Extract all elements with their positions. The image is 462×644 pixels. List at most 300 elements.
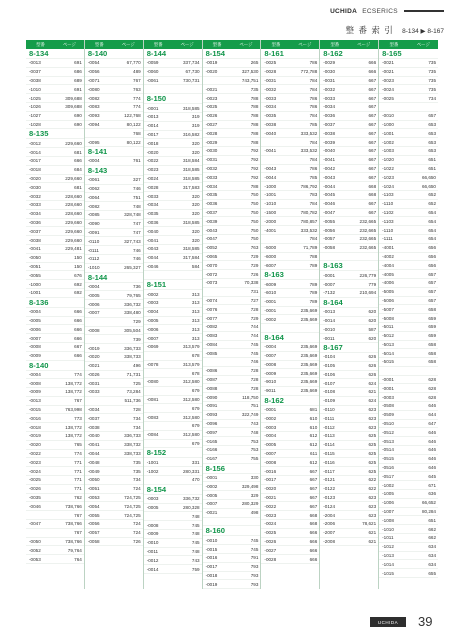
index-row bbox=[144, 263, 202, 272]
row-code: -0009 bbox=[264, 370, 277, 376]
group-heading-label: 8-163 bbox=[323, 261, 343, 271]
row-page: 748 bbox=[250, 429, 259, 435]
row-code: -0073 bbox=[205, 280, 218, 286]
row-code: -0024 bbox=[382, 86, 394, 92]
index-row bbox=[85, 202, 143, 211]
row-code: -0047 bbox=[323, 209, 336, 215]
group-heading-label: 8-143 bbox=[87, 165, 108, 175]
row-page: 662 bbox=[428, 526, 436, 532]
index-row bbox=[26, 77, 84, 86]
row-code: -0009 bbox=[29, 389, 41, 395]
row-page: 681 bbox=[74, 184, 82, 190]
row-page: 658 bbox=[428, 306, 436, 312]
row-code: -0036 bbox=[205, 201, 218, 207]
row-page: 767 bbox=[74, 530, 82, 536]
row-page: 235,669 bbox=[300, 388, 318, 394]
row-page: 79,764 bbox=[67, 547, 82, 553]
index-row bbox=[261, 555, 319, 564]
index-row bbox=[203, 367, 261, 376]
row-page: 667 bbox=[74, 344, 82, 350]
brand-rule bbox=[404, 10, 444, 12]
row-page: 789 bbox=[309, 299, 318, 305]
index-row bbox=[261, 432, 319, 441]
index-row bbox=[261, 165, 319, 174]
row-code: -1022 bbox=[382, 165, 394, 171]
index-row bbox=[379, 490, 438, 499]
index-row bbox=[144, 219, 202, 228]
index-row bbox=[379, 112, 438, 121]
row-page: 734 bbox=[133, 477, 141, 483]
row-code: -0014 bbox=[146, 123, 159, 129]
row-code: -0014 bbox=[146, 566, 159, 572]
row-code: -0040 bbox=[146, 228, 159, 234]
row-page: 789 bbox=[309, 290, 318, 296]
index-row bbox=[85, 520, 143, 529]
row-code: -0082 bbox=[205, 324, 218, 330]
row-page: 750 bbox=[250, 218, 259, 224]
row-page: 786,792 bbox=[300, 183, 318, 189]
row-code: -0082 bbox=[87, 203, 100, 209]
row-page: 763 bbox=[133, 86, 141, 92]
index-row bbox=[26, 68, 84, 77]
row-page: 762 bbox=[74, 495, 82, 501]
row-code: -0021 bbox=[382, 60, 394, 66]
row-code: -0045 bbox=[323, 192, 336, 198]
row-page: 793 bbox=[250, 573, 259, 579]
row-page: 689 bbox=[74, 77, 82, 83]
index-row bbox=[144, 254, 202, 263]
index-column bbox=[26, 40, 85, 589]
row-page: 652 bbox=[428, 201, 436, 207]
row-page: 138,772 bbox=[65, 424, 82, 430]
index-row bbox=[203, 491, 261, 500]
row-code: -0004 bbox=[29, 371, 41, 377]
row-code: -0094 bbox=[87, 121, 100, 127]
row-code: -1001 bbox=[382, 130, 394, 136]
row-page: 320 bbox=[191, 237, 200, 243]
index-row bbox=[320, 379, 378, 388]
row-code: -0007 bbox=[205, 501, 218, 507]
row-page: 692 bbox=[74, 290, 82, 296]
index-row bbox=[379, 182, 438, 191]
row-code: -0037 bbox=[323, 121, 336, 127]
row-code: -0001 bbox=[323, 272, 336, 278]
row-page: 66,652 bbox=[421, 500, 436, 506]
row-code: -0069 bbox=[146, 344, 159, 350]
row-page: 232,665 bbox=[359, 218, 377, 224]
row-page: 691 bbox=[74, 86, 82, 92]
row-code: -0111 bbox=[323, 415, 335, 421]
index-row bbox=[379, 191, 438, 200]
index-row bbox=[144, 369, 202, 378]
row-page: 654 bbox=[428, 227, 436, 233]
row-code: -0016 bbox=[264, 468, 277, 474]
row-page: 329 bbox=[250, 492, 259, 498]
row-code: -0093 bbox=[87, 113, 100, 119]
row-code: -0083 bbox=[87, 104, 100, 110]
row-page: 318,585 bbox=[182, 246, 200, 252]
row-code: -0062 bbox=[87, 185, 100, 191]
row-page: 666 bbox=[74, 158, 82, 164]
index-row bbox=[203, 358, 261, 367]
row-code: -0038 bbox=[323, 130, 336, 136]
row-code: -0071 bbox=[87, 77, 100, 83]
row-page: 667 bbox=[368, 86, 377, 92]
index-row bbox=[379, 121, 438, 130]
row-code: -0007 bbox=[87, 310, 100, 316]
row-code: -0115 bbox=[323, 451, 335, 457]
row-code: -0041 bbox=[87, 442, 100, 448]
column-header-code: 型番 bbox=[153, 41, 163, 47]
index-row bbox=[261, 68, 319, 77]
row-page: 784 bbox=[309, 236, 318, 242]
row-page: 771 bbox=[74, 477, 82, 483]
index-row bbox=[379, 481, 438, 490]
row-code: -1007 bbox=[382, 509, 394, 515]
index-row bbox=[379, 349, 438, 358]
row-code: -6000 bbox=[264, 253, 277, 259]
row-page: 748 bbox=[133, 203, 141, 209]
index-row bbox=[320, 325, 378, 334]
row-code: -0006 bbox=[87, 301, 100, 307]
row-page: 734 bbox=[428, 95, 436, 101]
row-code: -0022 bbox=[29, 451, 41, 457]
row-page: 634 bbox=[428, 544, 436, 550]
index-row bbox=[320, 59, 378, 68]
row-page: 667 bbox=[368, 174, 377, 180]
row-page: 235,669 bbox=[300, 316, 318, 322]
index-row bbox=[379, 552, 438, 561]
index-row bbox=[261, 85, 319, 94]
row-code: -0038 bbox=[29, 77, 41, 83]
row-code: -0048 bbox=[87, 459, 100, 465]
row-code: -0022 bbox=[146, 158, 159, 164]
row-page: 735 bbox=[133, 459, 141, 465]
group-heading bbox=[261, 270, 319, 280]
row-code: -0023 bbox=[29, 459, 41, 465]
row-page: 651 bbox=[428, 165, 436, 171]
index-row bbox=[320, 458, 378, 467]
index-row bbox=[85, 129, 143, 138]
row-page: 313 bbox=[191, 326, 200, 332]
index-row bbox=[26, 450, 84, 459]
row-code: -0025 bbox=[205, 104, 218, 110]
row-page: 587 bbox=[368, 326, 377, 332]
row-page: 730,731 bbox=[182, 77, 200, 83]
index-row bbox=[261, 200, 319, 209]
index-row bbox=[26, 157, 84, 166]
row-page: 584 bbox=[191, 263, 200, 269]
row-code: -0034 bbox=[146, 202, 159, 208]
row-page: 784 bbox=[309, 86, 318, 92]
index-row bbox=[85, 59, 143, 68]
row-page: 748 bbox=[191, 531, 200, 537]
index-row bbox=[379, 446, 438, 455]
group-heading bbox=[320, 343, 378, 353]
row-code: -5006 bbox=[382, 297, 394, 303]
column-header-page: ページ bbox=[239, 41, 253, 47]
index-row bbox=[203, 191, 261, 200]
row-page: 774 bbox=[133, 95, 141, 101]
row-code: -0001 bbox=[146, 105, 159, 111]
row-page: 779 bbox=[368, 281, 377, 287]
row-page: 498 bbox=[250, 510, 259, 516]
row-code: -0026 bbox=[29, 486, 41, 492]
index-row bbox=[144, 77, 202, 86]
row-page: 470 bbox=[191, 477, 200, 483]
group-heading bbox=[144, 448, 202, 458]
row-code: -1020 bbox=[382, 157, 394, 163]
index-row bbox=[144, 68, 202, 77]
row-page: 785 bbox=[309, 174, 318, 180]
row-code: -0021 bbox=[87, 363, 100, 369]
row-page: 646 bbox=[428, 438, 436, 444]
row-code: -0036 bbox=[29, 219, 41, 225]
row-code: -2008 bbox=[323, 539, 336, 545]
row-code: -4001 bbox=[264, 227, 277, 233]
index-row bbox=[379, 367, 438, 376]
row-page: 793 bbox=[250, 581, 259, 587]
row-page: 750 bbox=[250, 201, 259, 207]
row-code: -0011 bbox=[146, 549, 159, 555]
index-range: 8-134 ▶ 8-167 bbox=[402, 28, 444, 35]
index-row bbox=[320, 280, 378, 289]
row-page: 662 bbox=[428, 535, 436, 541]
row-code: -6010 bbox=[264, 290, 277, 296]
group-heading-label: 8-161 bbox=[264, 49, 284, 58]
row-code: -0017 bbox=[146, 131, 159, 137]
row-code: -5014 bbox=[382, 350, 394, 356]
index-row bbox=[26, 219, 84, 228]
row-page: 786 bbox=[309, 60, 318, 66]
row-page: 612 bbox=[309, 433, 318, 439]
row-code: -0104 bbox=[323, 354, 336, 360]
index-row bbox=[320, 353, 378, 362]
row-page: 623 bbox=[368, 415, 377, 421]
index-row bbox=[320, 121, 378, 130]
row-page: 622 bbox=[368, 486, 377, 492]
row-code: -0020 bbox=[29, 442, 41, 448]
row-page: 767 bbox=[74, 512, 82, 518]
row-code: -0058 bbox=[87, 539, 100, 545]
row-code: -0111 bbox=[87, 247, 99, 253]
row-page: 316,582 bbox=[182, 131, 200, 137]
row-page: 653 bbox=[428, 139, 436, 145]
row-code: -0046 bbox=[146, 263, 159, 269]
index-row bbox=[320, 414, 378, 423]
brand-line bbox=[330, 8, 444, 15]
row-code: -2000 bbox=[264, 218, 277, 224]
index-row bbox=[26, 343, 84, 352]
row-page: 657 bbox=[428, 271, 436, 277]
row-code: -0072 bbox=[205, 271, 218, 277]
index-row bbox=[85, 476, 143, 485]
group-heading bbox=[320, 49, 378, 59]
index-row bbox=[144, 308, 202, 317]
row-page: 79,765 bbox=[126, 292, 141, 298]
index-row bbox=[85, 327, 143, 336]
row-page: 229,660 bbox=[65, 228, 82, 234]
index-row bbox=[203, 518, 261, 527]
row-page: 667 bbox=[309, 486, 318, 492]
row-page: 138,772 bbox=[65, 380, 82, 386]
index-row bbox=[203, 226, 261, 235]
row-page: 659 bbox=[428, 315, 436, 321]
row-page: 313 bbox=[191, 300, 200, 306]
index-row bbox=[203, 121, 261, 130]
index-row bbox=[85, 246, 143, 255]
row-page: 320 bbox=[191, 140, 200, 146]
row-code: -4005 bbox=[382, 271, 394, 277]
row-page: 738,766 bbox=[65, 503, 82, 509]
row-code: -0005 bbox=[29, 317, 41, 323]
row-code: -0088 bbox=[205, 385, 218, 391]
row-code: -1028 bbox=[29, 121, 41, 127]
index-row bbox=[85, 68, 143, 77]
index-row bbox=[261, 129, 319, 138]
row-page: 729 bbox=[250, 315, 259, 321]
row-code: -0033 bbox=[264, 95, 277, 101]
row-page: 678 bbox=[191, 353, 200, 359]
index-row bbox=[144, 166, 202, 175]
index-row bbox=[203, 428, 261, 437]
index-row bbox=[379, 77, 438, 86]
index-row bbox=[26, 121, 84, 130]
row-page: 729 bbox=[250, 262, 259, 268]
row-code: -0025 bbox=[29, 477, 41, 483]
index-row bbox=[26, 352, 84, 361]
row-code: -0003 bbox=[146, 300, 159, 306]
row-page: 489 bbox=[133, 69, 141, 75]
group-heading-label: 8-152 bbox=[146, 448, 167, 458]
row-code: -1006 bbox=[382, 500, 394, 506]
index-row bbox=[261, 209, 319, 218]
index-row bbox=[26, 494, 84, 503]
row-page: 336,733 bbox=[124, 433, 141, 439]
row-page: 750 bbox=[250, 227, 259, 233]
index-row bbox=[379, 437, 438, 446]
index-row bbox=[203, 341, 261, 350]
row-page: 792 bbox=[250, 165, 259, 171]
row-code: -0021 bbox=[264, 495, 277, 501]
index-row bbox=[203, 94, 261, 103]
row-page: 312,580 bbox=[182, 414, 200, 420]
row-code: -0057 bbox=[323, 236, 336, 242]
row-code: -0001 bbox=[382, 385, 394, 391]
row-code: -0082 bbox=[87, 95, 100, 101]
index-row bbox=[26, 192, 84, 201]
index-row bbox=[26, 317, 84, 326]
index-row bbox=[203, 314, 261, 323]
row-page: 623 bbox=[368, 512, 377, 518]
row-page: 653 bbox=[428, 121, 436, 127]
row-page: 309,688 bbox=[65, 95, 82, 101]
row-code: -0037 bbox=[29, 69, 41, 75]
row-code: -2006 bbox=[323, 521, 336, 527]
index-row bbox=[203, 455, 261, 464]
row-page: 78,621 bbox=[362, 521, 377, 527]
row-code: -0081 bbox=[146, 397, 159, 403]
row-code: -0059 bbox=[146, 60, 159, 66]
index-row bbox=[26, 289, 84, 298]
row-code: -0012 bbox=[146, 557, 159, 563]
index-row bbox=[320, 77, 378, 86]
index-row bbox=[203, 420, 261, 429]
row-page: 658 bbox=[428, 350, 436, 356]
index-row bbox=[320, 520, 378, 529]
index-row bbox=[320, 406, 378, 415]
row-page: 728 bbox=[250, 368, 259, 374]
row-code: -0032 bbox=[29, 193, 41, 199]
row-code: -0002 bbox=[264, 316, 277, 322]
row-page: 774 bbox=[74, 371, 82, 377]
row-page: 620 bbox=[368, 335, 377, 341]
row-page: 656 bbox=[428, 245, 436, 251]
index-row bbox=[203, 297, 261, 306]
column-header bbox=[320, 40, 378, 49]
row-page: 318,584 bbox=[182, 158, 200, 164]
row-page: 634 bbox=[428, 553, 436, 559]
row-code: -0026 bbox=[205, 113, 218, 119]
index-row bbox=[320, 441, 378, 450]
row-page: 67,730 bbox=[185, 69, 200, 75]
index-row bbox=[203, 572, 261, 581]
row-code: -0010 bbox=[146, 540, 159, 546]
row-page: 232,665 bbox=[359, 236, 377, 242]
row-page: 666 bbox=[74, 317, 82, 323]
row-code: -1103 bbox=[382, 192, 394, 198]
index-row bbox=[379, 68, 438, 77]
group-heading bbox=[144, 485, 202, 495]
row-code: -0020 bbox=[205, 69, 218, 75]
row-page: 626 bbox=[368, 363, 377, 369]
index-row bbox=[379, 288, 438, 297]
row-page: 229,481 bbox=[65, 246, 82, 252]
row-page: 791 bbox=[250, 555, 259, 561]
row-page: 666 bbox=[309, 547, 318, 553]
row-page: 783 bbox=[309, 192, 318, 198]
row-page: 771 bbox=[74, 459, 82, 465]
row-code: -0056 bbox=[87, 69, 100, 75]
index-row bbox=[261, 261, 319, 270]
row-page: 724,725 bbox=[124, 503, 141, 509]
row-page: 747 bbox=[133, 221, 141, 227]
row-page: 320 bbox=[191, 149, 200, 155]
row-page: 738,766 bbox=[65, 539, 82, 545]
index-row bbox=[379, 358, 438, 367]
index-row bbox=[261, 511, 319, 520]
row-code: -0035 bbox=[264, 113, 277, 119]
index-row bbox=[379, 279, 438, 288]
row-code: -0087 bbox=[205, 377, 218, 383]
row-page: 771 bbox=[74, 468, 82, 474]
index-row bbox=[261, 369, 319, 378]
index-row bbox=[261, 182, 319, 191]
index-row bbox=[144, 521, 202, 530]
row-code: -0028 bbox=[146, 184, 159, 190]
group-heading bbox=[26, 129, 84, 139]
row-page: 681 bbox=[309, 407, 318, 413]
index-row bbox=[261, 103, 319, 112]
row-page: 229,660 bbox=[65, 175, 82, 181]
row-page: 667 bbox=[368, 104, 377, 110]
index-row bbox=[85, 388, 143, 397]
row-code: -0508 bbox=[382, 403, 394, 409]
index-row bbox=[379, 129, 438, 138]
row-page: 786 bbox=[309, 95, 318, 101]
row-page: 727 bbox=[250, 297, 259, 303]
row-page: 625 bbox=[368, 468, 377, 474]
